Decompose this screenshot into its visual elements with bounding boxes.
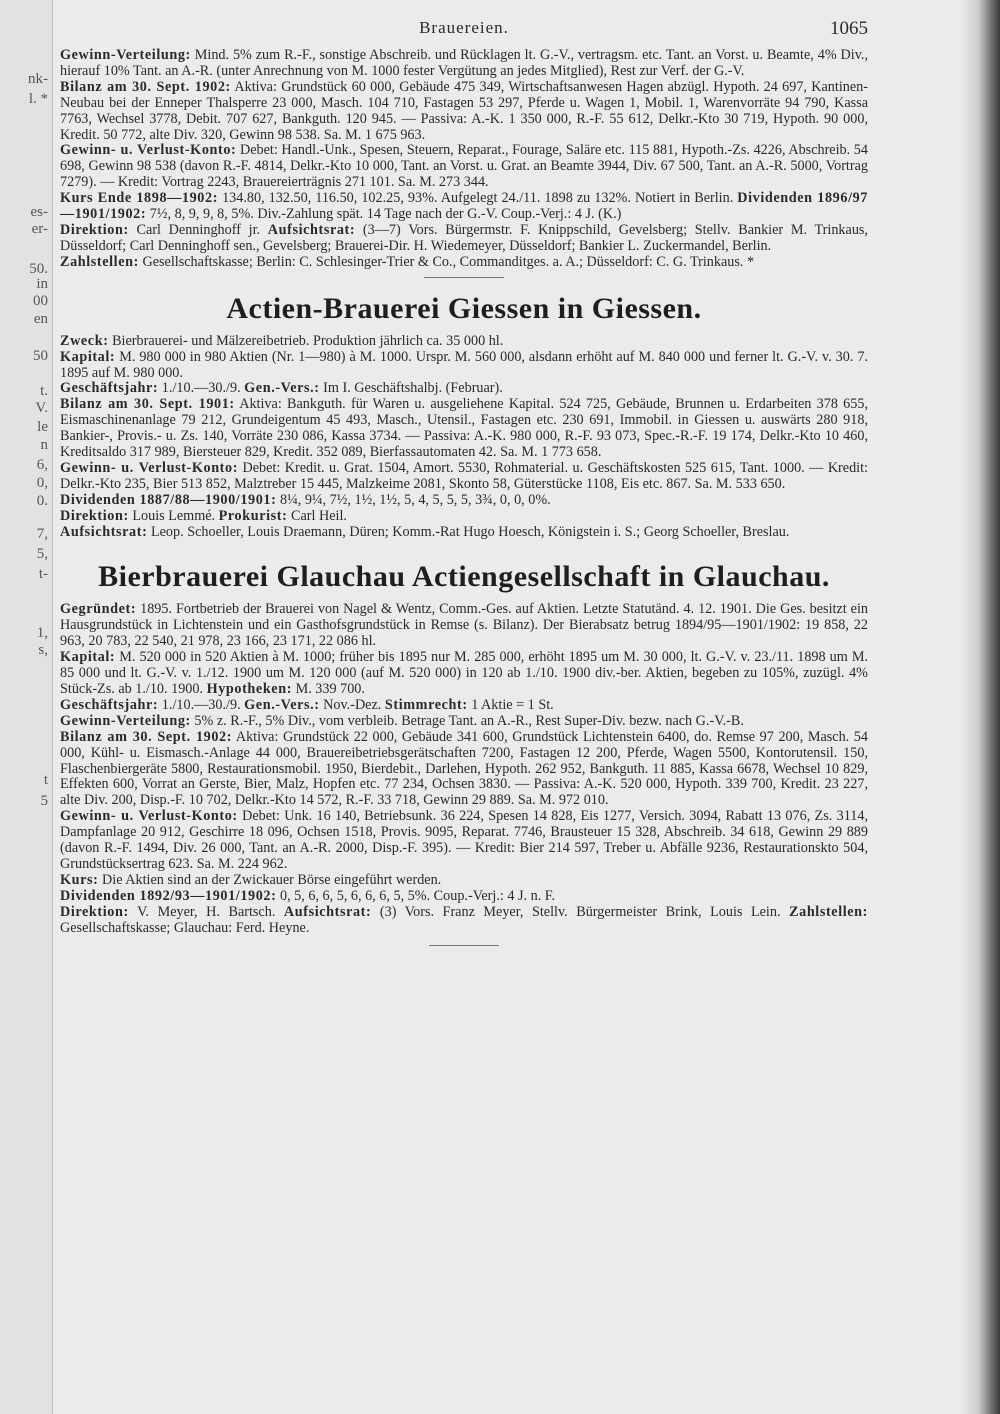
field-label: Direktion:: [60, 221, 129, 238]
field-text: 8¼, 9¼, 7½, 1½, 1½, 5, 4, 5, 5, 5, 3¾, 0, 0, 0%.: [276, 491, 551, 508]
company-title: Actien-Brauerei Giessen in Giessen.: [226, 291, 702, 325]
margin-fragment: nk-: [28, 71, 48, 87]
field-label: Gewinn- u. Verlust-Konto:: [60, 459, 239, 476]
field-label: Bilanz am 30. Sept. 1902:: [60, 728, 233, 745]
margin-fragment: l. *: [28, 91, 48, 107]
field-text: Debet: Unk. 16 140, Betriebsunk. 36 224, Spesen 14 828, Eis 1277, Versich. 3094, Rabatt 13 076, Zs. 3114, Dampfanlage 20 912, Geschirre 18 096, Ochsen 1518, Provis. 9095, Reparat. 7746, Brausteuer 15 328, Abschreib. 34 618, Gewinn 29 889 (davon R.-F. 1494, Div. 26 000, Tant. an A.-R. 2000, Disp.-F. 395). — Kredit: Bier 214 597, Treber u. Abfälle 9236, Restaurationskto 504, Grundstücksertrag 623. Sa. M. 224 962.: [60, 808, 869, 872]
field-text: Carl Denninghoff jr.: [128, 221, 268, 238]
field-text: Carl Heil.: [287, 507, 347, 524]
field-text: 134.80, 132.50, 116.50, 102.25, 93%. Aufgelegt 24./11. 1898 zu 132%. Notiert in Berlin.: [218, 190, 738, 207]
entry-paragraph: [60, 714, 868, 730]
field-text: Aktiva: Grundstück 60 000, Gebäude 475 349, Wirtschaftsanwesen Hagen abzügl. Hypoth. 24 697, Kantinen-Neubau bei der Enneper Thalsperre 23 000, Masch. 104 710, Fastagen 53 297, Pferde u. Wagen 1, Mobil. 1, Warenvorräte 94 790, Kassa 7763, Wechsel 3778, Debit. 707 627, Bankguth. 120 945. — Passiva: A.-K. 1 350 000, R.-F. 55 612, Delkr.-Kto 30 719, Hypoth. 90 000, Kredit. 50 772, alte Div. 320, Gewinn 98 538. Sa. M. 1 675 963.: [60, 78, 868, 143]
field-label: Zweck:: [60, 332, 109, 349]
entry-paragraph: [60, 143, 868, 191]
field-text: Gesellschaftskasse; Glauchau: Ferd. Heyne.: [60, 919, 310, 936]
entry-paragraph: [60, 223, 868, 255]
field-text: (3) Vors. Franz Meyer, Stellv. Bürgermeister Brink, Louis Lein.: [371, 903, 790, 920]
field-label: Kurs Ende 1898—1902:: [60, 190, 219, 207]
field-text: Debet: Kredit. u. Grat. 1504, Amort. 5530, Rohmaterial. u. Geschäftskosten 525 615, Tant. 1000. — Kredit: Delkr.-Kto 235, Bier 513 852, Malztreber 15 445, Malzkeime 2081, Skonto 58, Güterstücke 1108, Eis etc. 867. Sa. M. 533 650.: [60, 459, 869, 492]
field-label: Stimmrecht:: [384, 696, 468, 713]
margin-fragment: 5: [40, 793, 48, 809]
field-label: Kapital:: [60, 348, 116, 365]
field-text: Debet: Handl.-Unk., Spesen, Steuern, Reparat., Fourage, Saläre etc. 115 881, Hypoth.-Zs. 4226, Abschreib. 54 698, Gewinn 98 538 (davon R.-F. 4814, Delkr.-Kto 10 000, Tant. an Vorst. u. Grat. an Beamte 3944, Div. 67 500, Tant. an A.-R. 5000, Vortrag 7279). — Kredit: Vortrag 2243, Brauereierträgnis 271 101. Sa. M. 273 344.: [60, 142, 868, 191]
margin-fragment: en: [33, 311, 48, 327]
field-label: Zahlstellen:: [789, 903, 868, 920]
document-page: [60, 18, 868, 946]
entry-paragraph: [60, 602, 868, 650]
field-label: Dividenden 1892/93—1901/1902:: [60, 887, 277, 904]
entry-paragraph: [60, 698, 868, 714]
page-number: 1065: [830, 18, 868, 39]
field-label: Geschäftsjahr:: [60, 380, 159, 397]
entry-paragraph: [60, 334, 868, 350]
margin-fragment: 7,: [36, 526, 48, 542]
entry-section-3: [60, 560, 868, 945]
field-text: Aktiva: Grundstück 22 000, Gebäude 341 600, Grundstück Lichtenstein 6400, do. Remse 97 200, Masch. 54 000, Kühl- u. Eismasch.-Anlage 44 000, Brauereibetriebsgerätschaften 7200, Fastagen 12 200, Pferde, Wagen 5500, Kontorutensil. 150, Flaschenbiergeräte 5800, Restaurationsmobil. 1950, Bierdebit., Darlehen, Hypoth. 262 952, Bankguth. 11 885, Kassa 6678, Wechsel 10 829, Effekten 600, Vorrat an Gerste, Bier, Malz, Hopfen etc. 77 234, Ochsen 3830. — Passiva: A.-K. 520 000, Hypoth. 339 700, Kredit. 23 227, alte Div. 200, Disp.-F. 10 702, Delkr.-Kto 14 572, R.-F. 33 718, Gewinn 29 889. Sa. M. 972 010.: [60, 728, 868, 809]
field-text: Die Aktien sind an der Zwickauer Börse eingeführt werden.: [98, 871, 442, 888]
field-text: M. 980 000 in 980 Aktien (Nr. 1—980) à M. 1000. Urspr. M. 560 000, alsdann erhöht auf M. 840 000 und ferner lt. G.-V. v. 30. 7. 1895 auf M. 980 000.: [60, 348, 868, 381]
entry-body: [60, 334, 868, 541]
margin-fragment: 5,: [36, 546, 48, 562]
entry-body: [60, 602, 868, 936]
field-text: Louis Lemmé.: [128, 507, 219, 524]
field-label: Gewinn- u. Verlust-Konto:: [60, 808, 238, 825]
field-text: 7½, 8, 9, 9, 8, 5%. Div.-Zahlung spät. 14 Tage nach der G.-V. Coup.-Verj.: 4 J. (K.): [146, 206, 622, 223]
field-text: (3—7) Vors. Bürgermstr. F. Knippschild, Gevelsberg; Stellv. Bankier M. Trinkaus, Düsseldorf; Carl Denninghoff sen., Gevelsberg; Brauerei-Dir. H. Wiedemeyer, Düsseldorf; Bankier L. Zuckermandel, Berlin.: [60, 221, 868, 254]
entry-paragraph: [60, 873, 868, 889]
field-label: Aufsichtsrat:: [283, 903, 372, 920]
margin-fragment: t-: [38, 566, 48, 582]
entry-paragraph: [60, 80, 868, 144]
field-text: Mind. 5% zum R.-F., sonstige Abschreib. und Rücklagen lt. G.-V., vertragsm. etc. Tant. an Vorst. u. Beamte, 4% Div., hierauf 10% Tant. an A.-R. (unter Anrechnung von M. 1000 fester Vergütung an jedes Mitglied), Rest zur Verf. der G.-V.: [60, 47, 868, 79]
margin-fragment: es-: [30, 204, 48, 220]
margin-fragment: 1,: [36, 625, 48, 641]
entry-paragraph: [60, 461, 868, 493]
entry-paragraph: [60, 493, 868, 509]
field-text: Aktiva: Bankguth. für Waren u. ausgeliehene Kapital. 524 725, Gebäude, Brunnen u. Erdarbeiten 378 655, Eismaschinenanlage 79 212, Grundeigentum 45 493, Masch., Utensil., Fastagen etc. 230 691, Immobil. in Giessen u. auswärts 280 918, Bankier-, Provis.- u. Zs. 140, Vorräte 230 086, Kassa 3734. — Passiva: A.-K. 980 000, R.-F. 93 073, Spec.-R.-F. 19 174, Delkr.-Kto 10 460, Kreditsaldo 317 989, Biersteuer 829, Kredit. 352 089, Bierfassautomaten 42. Sa. M. 1 773 658.: [60, 396, 868, 461]
entry-paragraph: [60, 397, 868, 461]
margin-fragment: 50: [33, 348, 48, 364]
field-text: 1 Aktie = 1 St.: [467, 696, 554, 713]
field-text: Nov.-Dez.: [319, 696, 385, 713]
margin-fragment: 0,: [36, 475, 48, 491]
field-label: Dividenden 1887/88—1900/1901:: [60, 491, 277, 508]
entry-paragraph: [60, 905, 868, 937]
field-text: 0, 5, 6, 6, 5, 6, 6, 6, 5, 5%. Coup.-Verj.: 4 J. n. F.: [276, 887, 556, 904]
margin-fragment: 50.: [29, 261, 48, 277]
field-label: Kurs:: [60, 871, 99, 888]
field-text: 5% z. R.-F., 5% Div., vom verbleib. Betrage Tant. an A.-R., Rest Super-Div. bezw. nach G.-V.-B.: [190, 712, 744, 729]
field-label: Gen.-Vers.:: [244, 696, 320, 713]
margin-fragment: V.: [35, 400, 48, 416]
margin-fragment: er-: [31, 221, 48, 237]
margin-fragment: le: [37, 419, 48, 435]
entry-paragraph: [60, 889, 868, 905]
field-label: Gewinn-Verteilung:: [60, 47, 191, 63]
field-text: V. Meyer, H. Bartsch.: [128, 903, 284, 920]
entry-paragraph: [60, 350, 868, 382]
entry-paragraph: [60, 255, 868, 271]
field-label: Gen.-Vers.:: [244, 380, 320, 397]
entry-section-1: [60, 48, 868, 271]
margin-fragment: 00: [33, 293, 48, 309]
margin-fragment: s,: [38, 642, 48, 658]
field-text: 1895. Fortbetrieb der Brauerei von Nagel & Wentz, Comm.-Ges. auf Aktien. Letzte Statutänd. 4. 12. 1901. Die Ges. besitzt ein Hausgrundstück in Lichtenstein und ein Gasthofsgrundstück in Remse (s. Bilanz). Der Bierabsatz betrug 1894/95—1901/1902: 19 858, 22 963, 20 783, 22 540, 21 978, 23 166, 23 171, 22 086 hl.: [60, 601, 868, 650]
company-title: Bierbrauerei Glauchau Actiengesellschaft in Glauchau.: [98, 560, 830, 594]
field-label: Direktion:: [60, 903, 129, 920]
field-text: Leop. Schoeller, Louis Draemann, Düren; Komm.-Rat Hugo Hoesch, Königstein i. S.; Georg Schoeller, Breslau.: [147, 523, 790, 540]
running-head: [60, 18, 868, 48]
field-label: Zahlstellen:: [60, 253, 139, 270]
field-label: Aufsichtsrat:: [60, 523, 148, 540]
field-label: Geschäftsjahr:: [60, 696, 159, 713]
entry-paragraph: [60, 650, 868, 698]
margin-fragment: in: [36, 276, 48, 292]
section-divider: [429, 945, 499, 946]
margin-fragment: t.: [40, 383, 48, 399]
entry-paragraph: [60, 525, 868, 541]
field-label: Bilanz am 30. Sept. 1902:: [60, 78, 231, 95]
margin-fragment: t: [43, 772, 48, 788]
field-label: Prokurist:: [218, 507, 288, 524]
field-text: Bierbrauerei- und Mälzereibetrieb. Produktion jährlich ca. 35 000 hl.: [108, 332, 504, 349]
entry-paragraph: [60, 48, 868, 80]
field-text: M. 339 700.: [292, 681, 365, 697]
field-label: Hypotheken:: [206, 681, 293, 697]
entry-paragraph: [60, 809, 868, 873]
section-divider: [424, 277, 504, 278]
entry-paragraph: [60, 191, 868, 223]
entry-paragraph: [60, 509, 868, 525]
field-label: Kapital:: [60, 649, 116, 666]
running-head-title: Brauereien.: [419, 18, 509, 37]
field-text: Im I. Geschäftshalbj. (Februar).: [319, 380, 503, 397]
left-page-edge: [0, 0, 53, 1414]
field-label: Gewinn- u. Verlust-Konto:: [60, 142, 237, 159]
right-page-shadow: [960, 0, 1000, 1414]
field-label: Gewinn-Verteilung:: [60, 712, 191, 729]
field-label: Gegründet:: [60, 601, 137, 618]
field-text: M. 520 000 in 520 Aktien à M. 1000; früher bis 1895 nur M. 285 000, erhöht 1895 um M. 30 000, lt. G.-V. v. 23./11. 1898 um M. 85 000 und lt. G.-V. v. 1./12. 1900 um M. 120 000 (auf M. 520 000) in 120 ab 1./10. 1900 div.-ber. Aktien, begeben zu 105%, zuzügl. 4% Stück-Zs. ab 1./10. 1900.: [60, 649, 868, 697]
field-label: Dividenden 1896/97—1901/1902:: [60, 190, 869, 223]
margin-fragment: n: [40, 437, 48, 453]
margin-fragment: 6,: [36, 457, 48, 473]
entry-paragraph: [60, 381, 868, 397]
margin-fragment: 0.: [36, 493, 48, 509]
field-label: Direktion:: [60, 507, 129, 524]
field-text: Gesellschaftskasse; Berlin: C. Schlesinger-Trier & Co., Commanditges. a. A.; Düsseldorf: C. G. Trinkaus. *: [138, 253, 755, 270]
field-text: 1./10.—30./9.: [158, 696, 245, 713]
entry-paragraph: [60, 730, 868, 810]
field-text: 1./10.—30./9.: [158, 380, 245, 397]
field-label: Bilanz am 30. Sept. 1901:: [60, 396, 235, 413]
field-label: Aufsichtsrat:: [267, 221, 356, 238]
entry-section-2: [60, 292, 868, 541]
